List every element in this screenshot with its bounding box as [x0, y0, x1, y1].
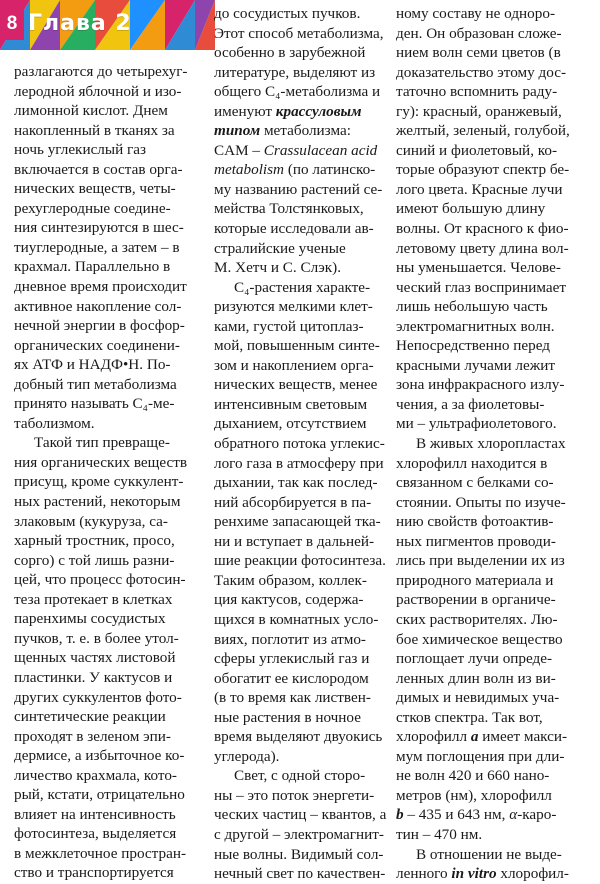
text-line: C₄-растения характе- [234, 278, 371, 296]
text-line: других суккулентов фото- [14, 688, 182, 706]
text-line: активное накопление сол- [14, 297, 182, 315]
text-line: бое химическое вещество [396, 630, 563, 648]
text-line: леродной яблочной и изо- [14, 82, 182, 100]
text-line: ные волны. Видимый сол- [214, 845, 384, 863]
text-line: Такой тип превраще- [34, 434, 170, 452]
text-line: мой, повышенным синте- [214, 337, 380, 355]
text-line: обратного потока углекис- [214, 435, 385, 453]
text-line: В отношении не выде- [416, 845, 562, 863]
text-line: личество крахмала, кото- [14, 766, 177, 784]
text-line: ны – это поток энергети- [214, 786, 375, 804]
text-line: особенно в зарубежной [214, 44, 366, 62]
text-line: пластинки. У кактусов и [14, 668, 173, 686]
text-line: проходят в зеленом эпи- [14, 727, 171, 745]
text-line: теза протекает в клетках [14, 590, 173, 608]
text-line: время выделяют двуокись [214, 728, 383, 746]
text-line: красными лучами лежит [396, 356, 555, 374]
text-line: b – 435 и 643 нм, α-каро- [396, 806, 557, 824]
text-line: накопленный в тканях за [14, 121, 175, 139]
text-line: нию свойств фотоактив- [396, 513, 554, 531]
text-line: общего C₄-метаболизма и [214, 83, 381, 101]
text-line: типом метаболизма: [214, 122, 351, 140]
text-line: лимонной кислот. Днем [14, 102, 168, 120]
text-line: рехуглеродные соедине- [14, 199, 171, 217]
text-line: ленных длин волн из ви- [396, 669, 556, 687]
text-line: дыхании, так как послед- [214, 474, 378, 492]
text-line: доказательство этому дос- [396, 63, 567, 81]
text-line: зона инфракрасного излу- [396, 376, 565, 394]
text-line: мейства Толстянковых, [214, 200, 364, 218]
text-line: электромагнитных волн. [396, 317, 555, 335]
text-line: летовому цвету длина вол- [396, 239, 569, 257]
text-line: природного материала и [396, 571, 554, 589]
text-line: пучков, т. е. в более утол- [14, 629, 179, 647]
text-line: шие реакции фотосинтеза. [214, 552, 386, 570]
text-line: ских растворителях. Лю- [396, 610, 558, 628]
text-line: сорго) с той лишь разни- [14, 551, 175, 569]
text-line: дермисе, а избыточное ко- [14, 747, 185, 765]
text-line: ях АТФ и НАДФ•Н. По- [14, 356, 171, 374]
text-line: злаковым (кукуруза, са- [14, 512, 168, 530]
text-line: цей, что процесс фотосин- [14, 571, 186, 589]
text-line: таболизмом. [14, 414, 95, 432]
text-line: ному составу не одноро- [396, 5, 556, 22]
text-line: органических соединени- [14, 336, 180, 354]
text-line: щихся в комнатных усло- [214, 610, 379, 628]
text-line: желтый, зеленый, голубой, [396, 122, 570, 140]
text-line: чения, а за фиолетовы- [396, 395, 545, 413]
text-line: имеют большую длину [396, 200, 546, 218]
text-line: В живых хлоропластах [416, 435, 566, 453]
text-line: гу): красный, оранжевый, [396, 102, 562, 120]
text-line: присущ, кроме суккулент- [14, 473, 184, 491]
text-line: му названию растений се- [214, 180, 383, 198]
text-line: добный тип метаболизма [14, 375, 177, 393]
text-line: именуют крассуловым [214, 102, 362, 120]
text-line: ночь углекислый газ [14, 141, 146, 159]
text-line: харный тростник, просо, [14, 532, 175, 550]
text-line: ных пигментов проводи- [396, 532, 556, 550]
text-line: которые исследовали ав- [214, 220, 374, 238]
text-line: крахмал. Параллельно в [14, 258, 171, 276]
text-line: синий и фиолетовый, ко- [396, 141, 558, 159]
text-line: лого цвета. Красные лучи [396, 180, 563, 198]
text-line: Свет, с одной сторо- [234, 767, 366, 785]
chapter-title: Глава 2 [28, 11, 132, 36]
text-line: дневное время происходит [14, 278, 187, 296]
text-line: хлорофилл a имеет макси- [396, 728, 568, 746]
text-line: Этот способ метаболизма, [214, 24, 384, 42]
text-line: нечной энергии в фосфор- [14, 317, 185, 335]
text-line: ные растения в ночное [214, 708, 361, 726]
text-line: связанном с белками со- [396, 474, 554, 492]
text-line: включается в состав орга- [14, 160, 183, 178]
text-line: щенных частях листовой [14, 649, 176, 667]
text-line: ризуются мелкими клет- [214, 298, 373, 316]
text-line: не волн 420 и 660 нано- [396, 767, 550, 785]
text-line: ния синтезируются в шес- [14, 219, 184, 237]
text-line: ство и транспортируется [14, 864, 174, 882]
text-line: поглощает лучи опреде- [396, 650, 553, 668]
text-line: стралийские ученые [214, 239, 346, 257]
text-line: влияет на интенсивность [14, 805, 176, 823]
text-line: нечный свет по качествен- [214, 865, 386, 883]
page-number: 8 [0, 8, 24, 40]
text-column-2 [214, 4, 386, 884]
text-line: хлорофилл находится в [396, 454, 548, 472]
text-line: ческих частиц – квантов, а [214, 806, 387, 824]
text-line: синтетические реакции [14, 708, 166, 726]
text-line: принято называть C₄-ме- [14, 395, 175, 413]
text-line: ний абсорбируется в па- [214, 493, 372, 511]
text-line: metabolism (по латинско- [214, 161, 376, 179]
text-line: в межклеточное простран- [14, 844, 187, 862]
text-line: зом и накоплением орга- [214, 356, 374, 374]
text-line: волны. От красного к фио- [396, 220, 569, 238]
text-line: ренхиме запасающей тка- [214, 513, 381, 531]
text-line: литературе, выделяют из [214, 63, 376, 81]
text-line: (в то время как листвен- [214, 689, 371, 707]
text-line: до сосудистых пучков. [214, 5, 361, 22]
text-line: ми – ультрафиолетового. [396, 415, 557, 433]
text-column-1 [14, 62, 202, 883]
text-line: обогатит ее кислородом [214, 669, 369, 687]
text-line: торые образуют спектр бе- [396, 161, 570, 179]
text-line: углерода). [214, 747, 280, 765]
text-line: димых и невидимых уча- [396, 689, 560, 707]
text-line: ция кактусов, содержа- [214, 591, 364, 609]
text-line: ных растений, некоторым [14, 493, 181, 511]
text-line: стоянии. Опыты по изуче- [396, 493, 566, 511]
text-line: CAM – Crassulacean acid [214, 141, 378, 159]
text-line: паренхимы сосудистых [14, 610, 166, 628]
text-line: стков спектра. Так вот, [396, 708, 543, 726]
text-line: мум поглощения при дли- [396, 747, 565, 765]
text-line: Непосредственно перед [396, 337, 550, 355]
text-line: ден. Он образован сложе- [396, 24, 562, 42]
text-line: ленного in vitro хлорофил- [396, 865, 569, 883]
text-line: разлагаются до четырехуг- [14, 63, 188, 80]
text-line: ны уменьшается. Челове- [396, 259, 561, 277]
text-line: ческий глаз воспринимает [396, 278, 567, 296]
text-line: нием волн семи цветов (в [396, 44, 561, 62]
text-line: ния органических веществ [14, 453, 188, 471]
text-line: тиуглеродные, а затем – в [14, 238, 180, 256]
text-line: ни и вступает в дальней- [214, 532, 375, 550]
text-line: тин – 470 нм. [396, 825, 483, 843]
text-line: с другой – электромагнит- [214, 825, 384, 843]
text-line: растворении в органиче- [396, 591, 556, 609]
text-line: дыханием, отсутствием [214, 415, 367, 433]
text-column-3 [396, 4, 590, 884]
text-line: М. Хетч и С. Слэк). [214, 259, 341, 277]
text-line: виях, поглотит из атмо- [214, 630, 366, 648]
text-line: интенсивным световым [214, 395, 368, 413]
text-line: рый, кстати, отрицательно [14, 786, 185, 804]
text-line: сферы углекислый газ и [214, 650, 370, 668]
text-line: лишь небольшую часть [396, 298, 548, 316]
text-line: Таким образом, коллек- [214, 571, 367, 589]
text-line: метров (нм), хлорофилл [396, 786, 552, 804]
text-line: нических веществ, менее [214, 376, 378, 394]
text-line: таточно вспомнить раду- [396, 83, 558, 101]
text-line: фотосинтеза, выделяется [14, 825, 177, 843]
text-line: лого газа в атмосферу при [214, 454, 384, 472]
text-line: лись при выделении их из [396, 552, 565, 570]
text-line: ками, густой цитоплаз- [214, 317, 364, 335]
text-line: нических веществ, четы- [14, 180, 176, 198]
